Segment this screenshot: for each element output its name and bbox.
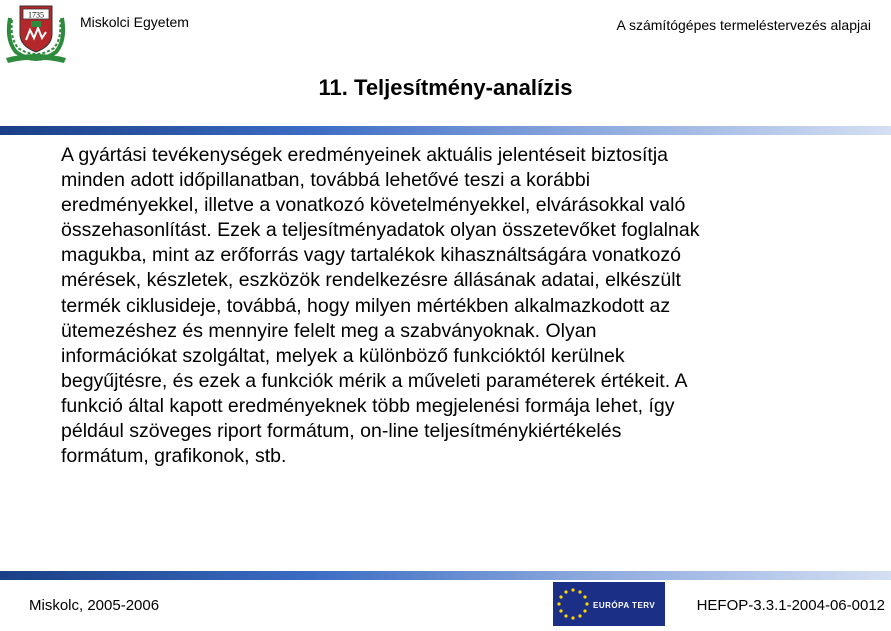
header-divider-bar [0, 126, 891, 135]
eu-logo-box [553, 582, 665, 626]
university-crest-icon [2, 0, 70, 66]
slide-title: 11. Teljesítmény-analízis [318, 75, 573, 100]
crest-year: 1735 [28, 10, 44, 20]
eu-stars-icon [553, 582, 593, 626]
institution-name: Miskolci Egyetem [80, 14, 189, 30]
course-title: A számítógépes termeléstervezés alapjai [616, 17, 871, 33]
slide-body-text: A gyártási tevékenységek eredményeinek aktuális jelentéseit biztosítja minden adott időpillanatban, továbbá lehetővé teszi a korábbi eredményekkel, illetve a vonatkozó követelményekkel, elvárásokkal való összehasonlítást. Ezek a teljesítményadatok olyan összetevőket foglalnak magukba, mint az erőforrás vagy tartalékok kihasználtságára vonatkozó mérések, készletek, eszközök rendelkezésre állásának adatai, elkészült termék ciklusideje, továbbá, hogy milyen mértékben alkalmazkodott az ütemezéshez és mennyire felelt meg a szabványoknak. Olyan információkat szolgáltat, melyek a különböző funkcióktól kerülnek begyűjtésre, és ezek a funkciók mérik a műveleti paraméterek értékeit. A funkció által kapott eredményeknek több megjelenési formája lehet, így például szöveges riport formátum, on-line teljesítménykiértékelés formátum, grafikonok, stb. [61, 144, 700, 468]
footer-project-code: HEFOP-3.3.1-2004-06-0012 [696, 597, 885, 614]
footer-place-date: Miskolc, 2005-2006 [29, 597, 160, 614]
eu-label: EURÓPA TERV [593, 601, 656, 610]
footer-divider-bar [0, 571, 891, 580]
